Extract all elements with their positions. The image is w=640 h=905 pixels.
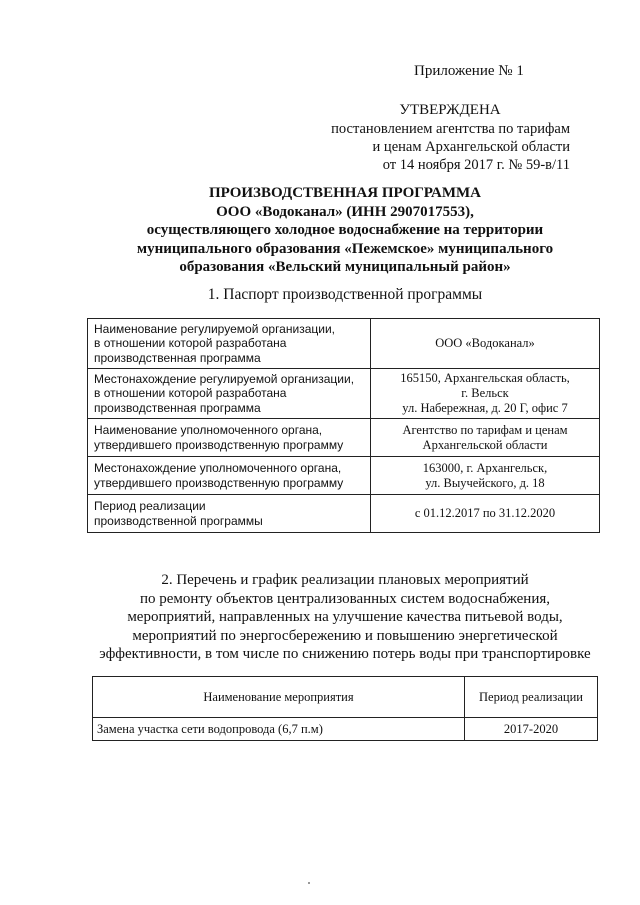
passport-label-line: утвердившего производственную программу <box>94 475 344 490</box>
section2-line: мероприятий по энергосбережению и повышению энергетической <box>132 627 558 644</box>
passport-label-line: в отношении которой разработана <box>94 336 287 351</box>
passport-value-line: с 01.12.2017 по 31.12.2020 <box>414 506 556 520</box>
passport-value-line: г. Вельск <box>461 386 509 400</box>
column-header-measure: Наименование мероприятия <box>93 677 465 718</box>
passport-label-line: Период реализации <box>94 499 206 513</box>
title-line: осуществляющего холодное водоснабжение на территории <box>146 222 544 238</box>
section2-line: по ремонту объектов централизованных систем водоснабжения, <box>139 590 550 607</box>
section1-heading: 1. Паспорт производственной программы <box>207 286 483 303</box>
passport-label-line: Наименование регулируемой организации, <box>94 321 335 336</box>
passport-value-cell <box>371 495 600 533</box>
passport-value-line: 163000, г. Архангельск, <box>422 460 548 475</box>
column-header-period: Период реализации <box>465 677 598 718</box>
passport-value-line: ул. Выучейского, д. 18 <box>425 475 545 490</box>
passport-label-line: в отношении которой разработана <box>94 386 287 401</box>
passport-label-line: Наименование уполномоченного органа, <box>94 423 323 437</box>
approval-line: от 14 ноября 2017 г. № 59-в/11 <box>382 157 570 173</box>
passport-label-cell <box>88 319 371 369</box>
table-row <box>88 319 600 369</box>
title-line: образования «Вельский муниципальный район» <box>179 259 511 275</box>
passport-value-cell <box>371 319 600 369</box>
section2-line: мероприятий, направленных на улучшение качества питьевой воды, <box>127 609 563 625</box>
title-line: ООО «Водоканал» (ИНН 2907017553), <box>216 203 474 220</box>
passport-label-line: Местонахождение уполномоченного органа, <box>94 461 342 475</box>
scan-speck <box>308 882 310 884</box>
passport-value-cell <box>371 457 600 495</box>
table-row <box>88 457 600 495</box>
section2-line: 2. Перечень и график реализации плановых мероприятий <box>161 572 529 588</box>
approval-line: постановлением агентства по тарифам <box>331 121 570 137</box>
passport-label-line: производственная программа <box>94 400 261 415</box>
table-row <box>93 718 598 741</box>
table-row <box>88 419 600 457</box>
section2-heading <box>55 571 635 664</box>
table-row <box>88 369 600 419</box>
passport-label-line: производственная программа <box>94 350 261 365</box>
passport-value-line: 165150, Архангельская область, <box>400 371 570 385</box>
appendix-number: Приложение № 1 <box>414 63 524 79</box>
passport-label-cell <box>88 495 371 533</box>
measure-period-cell: 2017-2020 <box>465 718 598 741</box>
passport-value-cell <box>371 369 600 419</box>
passport-label-cell <box>88 419 371 457</box>
passport-value-line: ООО «Водоканал» <box>435 336 535 350</box>
passport-label-line: Местонахождение регулируемой организации, <box>94 371 355 386</box>
document-title <box>60 184 630 277</box>
passport-label-cell <box>88 369 371 419</box>
title-line: муниципального образования «Пежемское» муниципального <box>136 240 554 257</box>
measure-name-cell: Замена участка сети водопровода (6,7 п.м) <box>93 718 465 741</box>
passport-value-line: Агентство по тарифам и ценам <box>402 422 568 437</box>
approval-line: и ценам Архангельской области <box>372 139 570 155</box>
table-row <box>88 495 600 533</box>
passport-table <box>87 318 600 533</box>
title-line: ПРОИЗВОДСТВЕННАЯ ПРОГРАММА <box>208 185 481 201</box>
approval-heading: УТВЕРЖДЕНА <box>399 102 501 118</box>
passport-value-line: Архангельской области <box>422 437 548 452</box>
passport-value-line: ул. Набережная, д. 20 Г, офис 7 <box>402 401 568 415</box>
approval-block <box>270 101 570 174</box>
passport-label-cell <box>88 457 371 495</box>
passport-label-line: утвердившего производственную программу <box>94 437 344 452</box>
table-header-row <box>93 677 598 718</box>
measures-table <box>92 676 598 741</box>
passport-label-line: производственной программы <box>94 513 263 528</box>
section2-line: эффективности, в том числе по снижению потерь воды при транспортировке <box>99 646 591 662</box>
passport-value-cell <box>371 419 600 457</box>
